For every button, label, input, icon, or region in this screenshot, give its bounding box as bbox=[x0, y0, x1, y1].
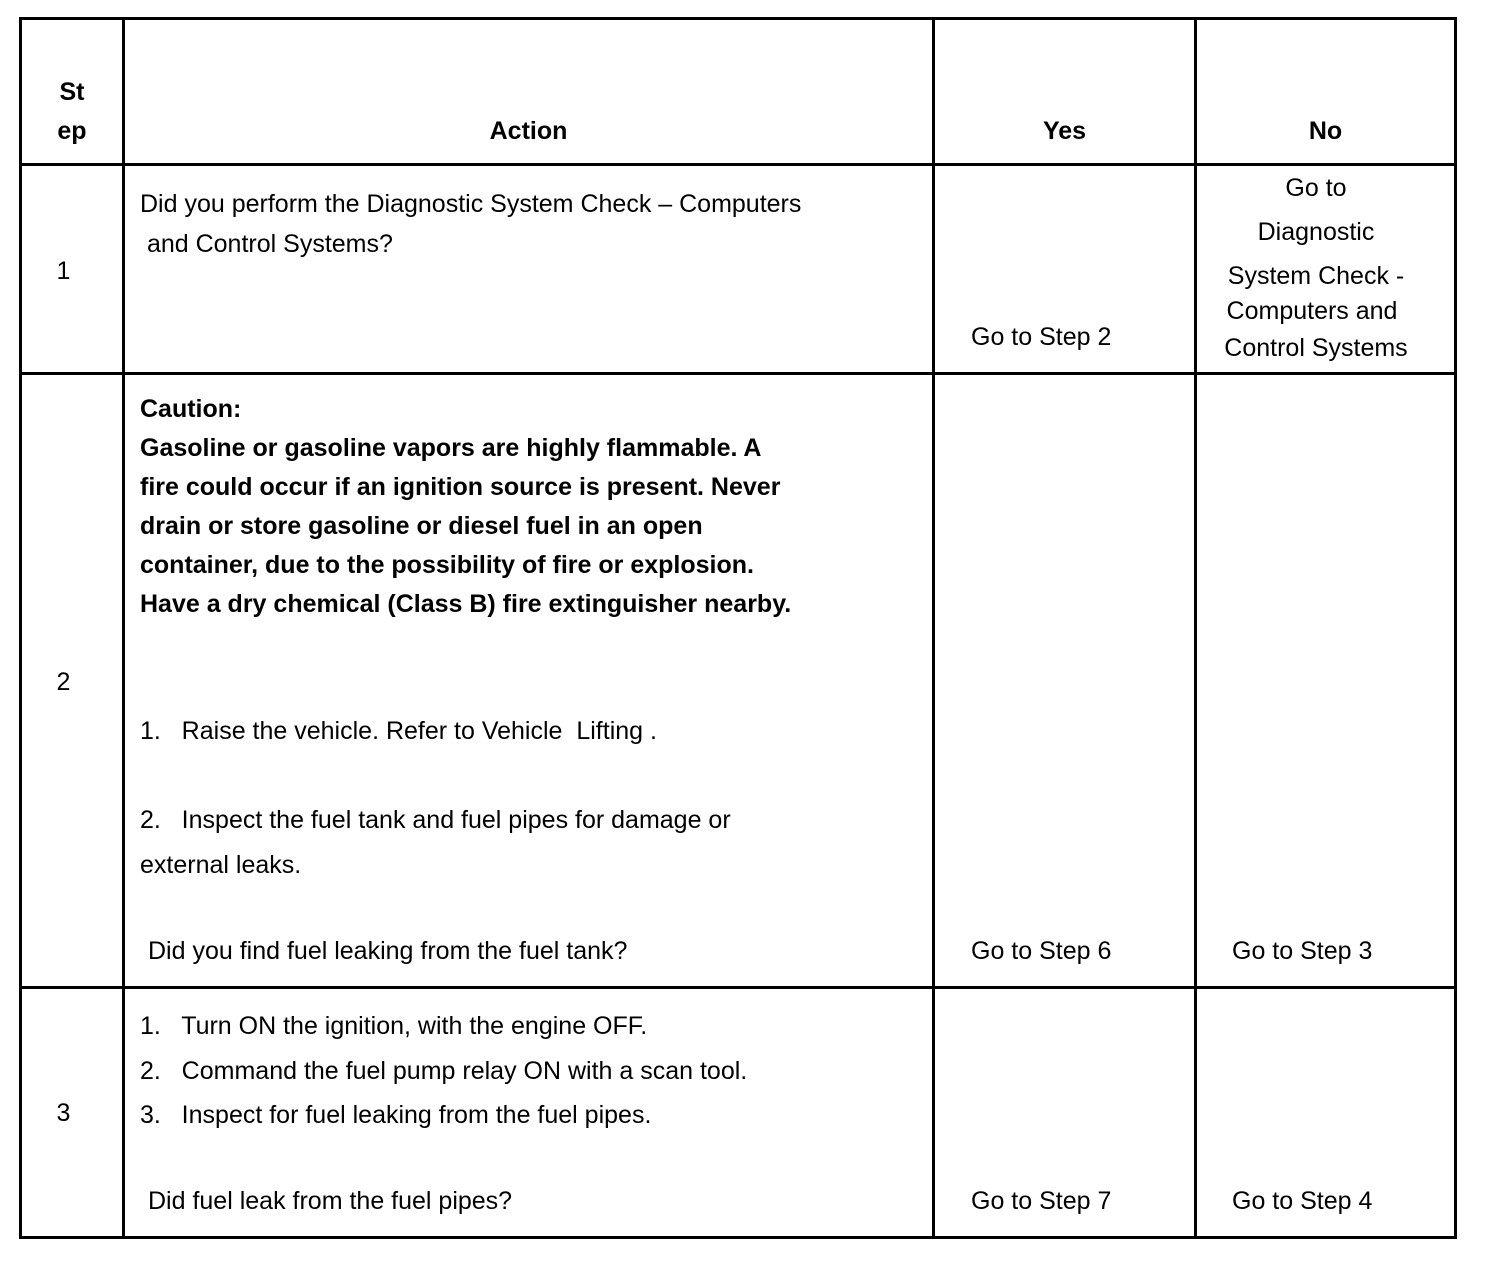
row2-item-2-line2: external leaks. bbox=[140, 851, 302, 879]
step-number-2: 2 bbox=[56, 668, 71, 696]
header-action: Action bbox=[489, 117, 568, 145]
caution-line-2: fire could occur if an ignition source is present. Never bbox=[140, 473, 781, 501]
table-border-right bbox=[1454, 17, 1457, 1239]
row1-yes: Go to Step 2 bbox=[971, 323, 1112, 351]
row2-item-1: 1. Raise the vehicle. Refer to Vehicle Lifting . bbox=[140, 717, 657, 745]
table-border-top bbox=[20, 17, 1457, 20]
caution-title: Caution: bbox=[140, 395, 242, 423]
row-divider-2 bbox=[20, 986, 1457, 989]
step-number-3: 3 bbox=[56, 1099, 71, 1127]
header-no: No bbox=[1308, 117, 1343, 145]
row1-action-line2: and Control Systems? bbox=[140, 230, 393, 258]
caution-line-3: drain or store gasoline or diesel fuel in an open bbox=[140, 512, 703, 540]
caution-line-4: container, due to the possibility of fire or explosion. bbox=[140, 551, 754, 579]
row3-question: Did fuel leak from the fuel pipes? bbox=[148, 1187, 513, 1215]
row2-yes: Go to Step 6 bbox=[971, 937, 1112, 965]
caution-line-1: Gasoline or gasoline vapors are highly flammable. A bbox=[140, 434, 762, 462]
row1-no-line2: Diagnostic bbox=[1257, 218, 1375, 246]
header-yes: Yes bbox=[1042, 117, 1087, 145]
column-divider-action bbox=[932, 17, 935, 1239]
row1-no-line4: Computers and bbox=[1226, 297, 1398, 325]
row1-no-line5: Control Systems bbox=[1224, 334, 1408, 362]
row1-no-line1: Go to bbox=[1285, 174, 1347, 202]
table-border-bottom bbox=[20, 1236, 1457, 1239]
row3-no: Go to Step 4 bbox=[1232, 1187, 1373, 1215]
row-divider-1 bbox=[20, 372, 1457, 375]
step-number-1: 1 bbox=[56, 257, 71, 285]
row3-yes: Go to Step 7 bbox=[971, 1187, 1112, 1215]
column-divider-step bbox=[122, 17, 125, 1239]
row3-item-3: 3. Inspect for fuel leaking from the fuel pipes. bbox=[140, 1101, 652, 1129]
row2-no: Go to Step 3 bbox=[1232, 937, 1373, 965]
header-divider bbox=[20, 163, 1457, 166]
row1-no-line3: System Check - bbox=[1227, 262, 1405, 290]
row3-item-2: 2. Command the fuel pump relay ON with a scan tool. bbox=[140, 1057, 748, 1085]
row3-item-1: 1. Turn ON the ignition, with the engine OFF. bbox=[140, 1012, 648, 1040]
table-border-left bbox=[19, 17, 22, 1239]
row1-action-line1: Did you perform the Diagnostic System Check – Computers bbox=[140, 190, 802, 218]
row2-question: Did you find fuel leaking from the fuel tank? bbox=[148, 937, 628, 965]
header-step-line1: St bbox=[59, 78, 85, 106]
row2-item-2-line1: 2. Inspect the fuel tank and fuel pipes for damage or bbox=[140, 806, 731, 834]
caution-line-5: Have a dry chemical (Class B) fire extinguisher nearby. bbox=[140, 590, 792, 618]
header-step-line2: ep bbox=[57, 117, 87, 145]
